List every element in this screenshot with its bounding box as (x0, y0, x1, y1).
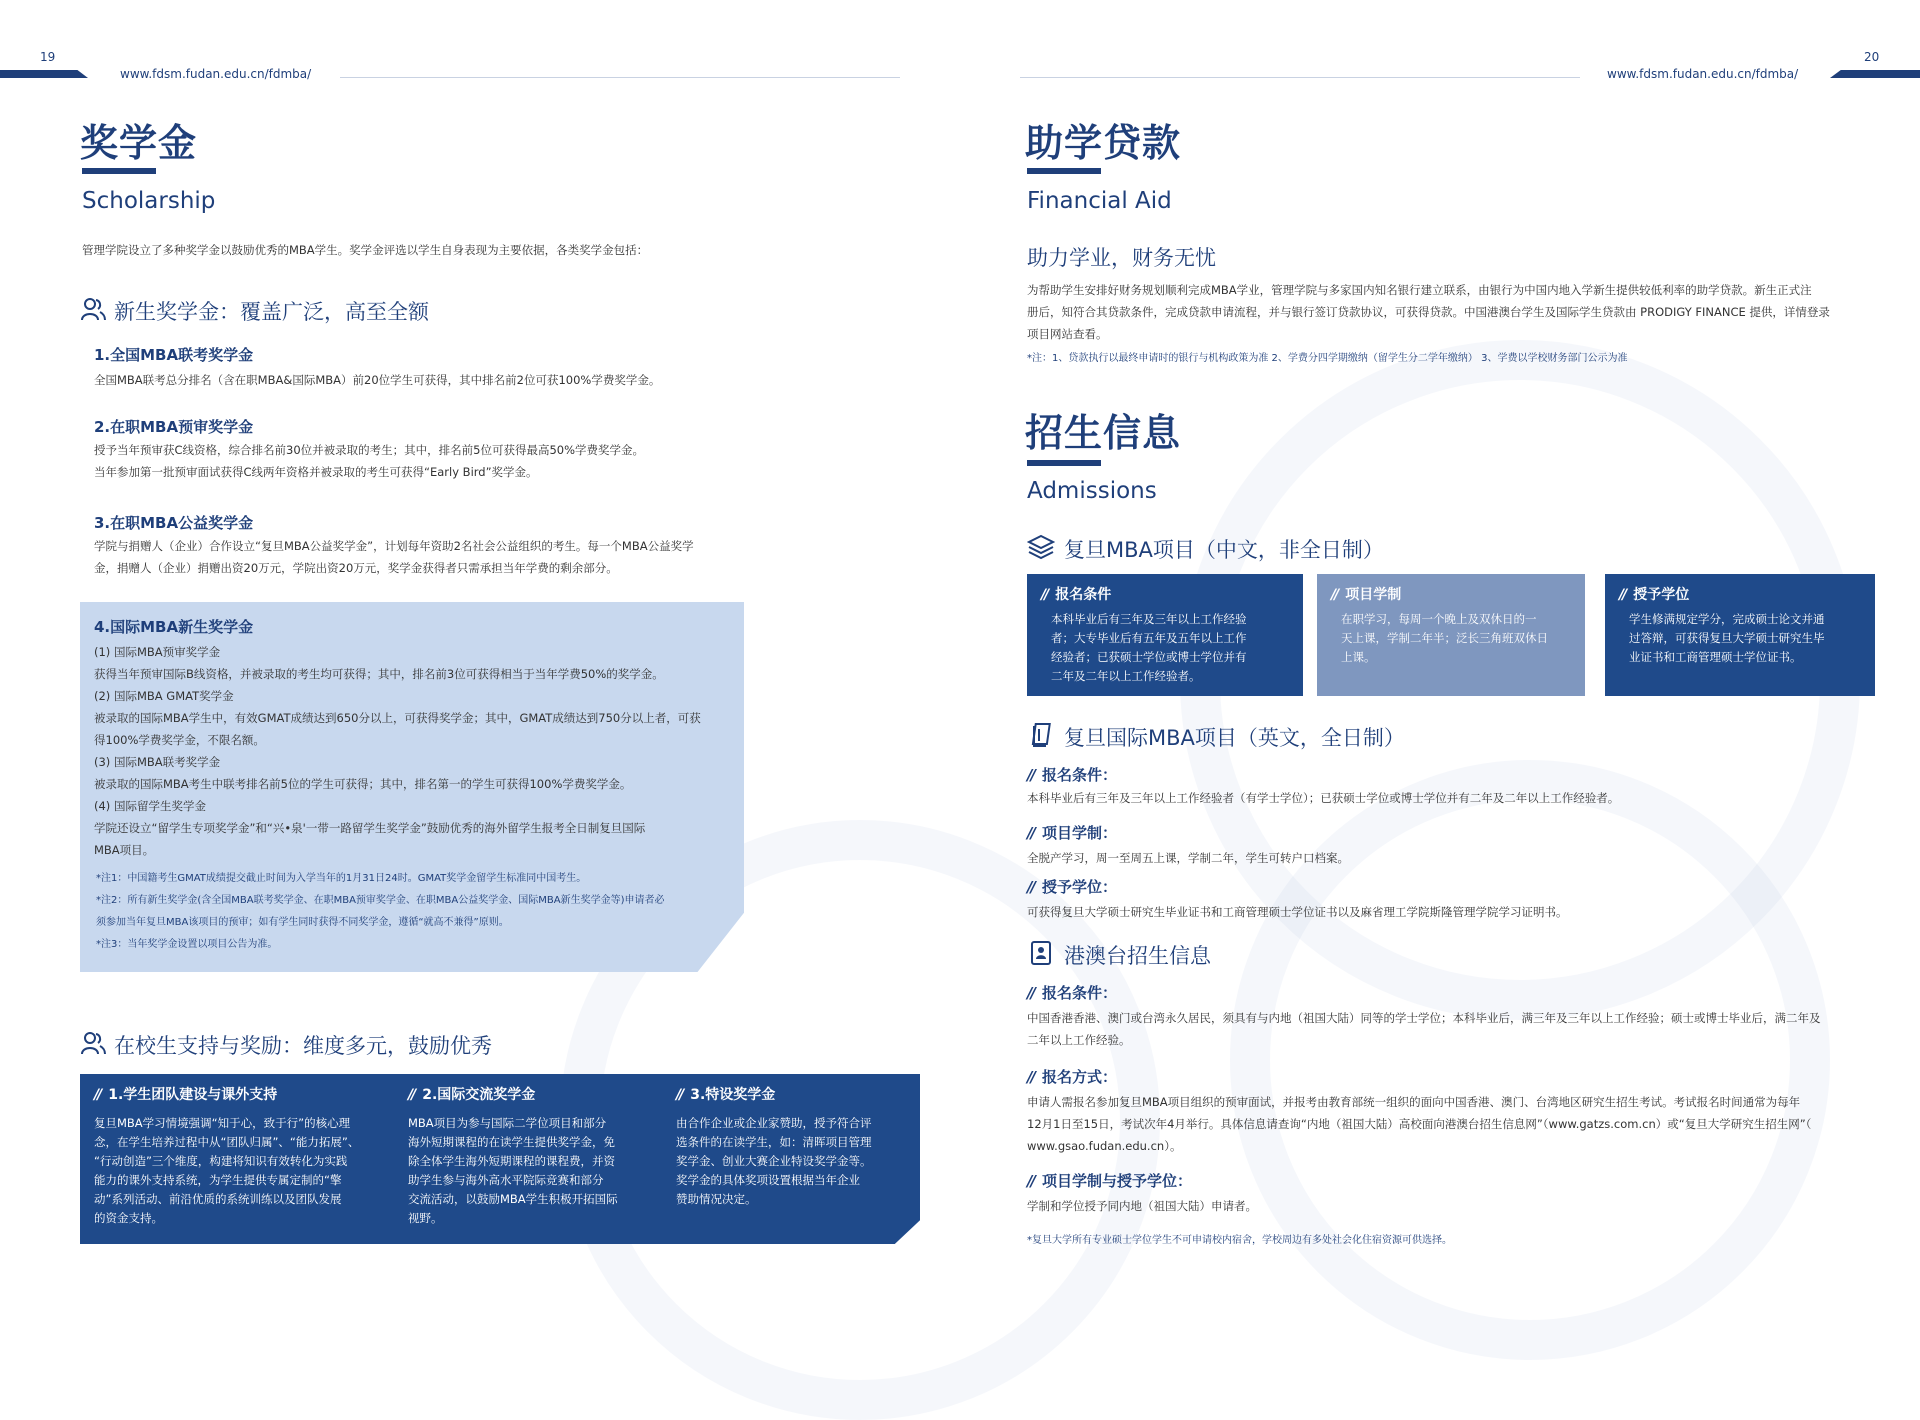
intl-line: 获得当年预审国际B线资格，并被录取的考生均可获得；其中，排名前3位可获得相当于当年学费50%的奖学金。 (94, 667, 664, 681)
slash-icon: // (1027, 1068, 1034, 1086)
scholarship-item-text: 学院与捐赠人（企业）合作设立“复旦MBA公益奖学金”，计划每年资助2名社会公益组织的考生。每一个MBA公益奖学 (94, 539, 694, 553)
column-line: 复旦MBA学习情境强调“知于心，致于行”的核心理 (94, 1116, 351, 1130)
scholarship-item-text: 金，捐赠人（企业）捐赠出资20万元，学院出资20万元，奖学金获得者只需承担当年学费的剩余部分。 (94, 561, 618, 575)
layers-icon (1027, 534, 1055, 560)
scholarship-title-en: Scholarship (82, 188, 216, 214)
new-student-heading: 新生奖学金：覆盖广泛，高至全额 (114, 300, 429, 324)
card-line: 学生修满规定学分，完成硕士论文并通 (1629, 612, 1825, 626)
slash-icon: // (408, 1087, 415, 1103)
admissions-title: 招生信息 (1025, 411, 1182, 455)
intl-line: (2) 国际MBA GMAT奖学金 (94, 689, 234, 703)
intl-line: 被录取的国际MBA考生中联考排名前5位的学生可获得；其中，排名第一的学生可获得100%学费奖学金。 (94, 777, 632, 791)
column-line: 的资金支持。 (94, 1211, 163, 1225)
in-school-heading: 在校生支持与奖励：维度多元，鼓励优秀 (114, 1034, 492, 1058)
title-underline (82, 168, 156, 174)
intl-item-label (1027, 764, 1117, 785)
slash-icon: // (1027, 824, 1034, 842)
financial-aid-subtitle: 助力学业，财务无忧 (1027, 246, 1216, 270)
right-header-url: www.fdsm.fudan.edu.cn/fdmba/ (1607, 67, 1799, 81)
scholarship-item-title: 1.全国MBA联考奖学金 (94, 346, 254, 364)
hmt-item-label (1027, 1066, 1117, 1087)
mba-cn-card (1317, 574, 1585, 696)
financial-aid-title-en: Financial Aid (1027, 188, 1172, 214)
left-header-url: www.fdsm.fudan.edu.cn/fdmba/ (120, 67, 312, 81)
intl-line: 学院还设立“留学生专项奖学金”和“兴•泉'一带一路留学生奖学金”鼓励优秀的海外留学生报考全日制复旦国际 (94, 821, 646, 835)
hmt-item-line: 12月1日至15日，考试次年4月举行。具体信息请查询“内地（祖国大陆）高校面向港澳台招生信息网”（www.gatzs.com.cn）或“复旦大学研究生招生网”（ (1027, 1117, 1812, 1131)
slash-icon: // (1331, 587, 1338, 603)
id-card-icon (1030, 940, 1052, 966)
card-title: 授予学位 (1633, 587, 1690, 603)
column-line: 交流活动，以鼓励MBA学生积极开拓国际 (408, 1192, 618, 1206)
intl-line: (3) 国际MBA联考奖学金 (94, 755, 221, 769)
label-text: 报名条件： (1041, 766, 1117, 784)
column-line: 念，在学生培养过程中从“团队归属”、“能力拓展”、 (94, 1135, 360, 1149)
slash-icon: // (1027, 984, 1034, 1002)
column-line: 海外短期课程的在读学生提供奖学金，免 (408, 1135, 615, 1149)
left-page-number: 19 (40, 50, 56, 64)
financial-aid-line: 册后，知符合其贷款条件，完成贷款申请流程，并与银行签订贷款协议，可获得贷款。中国港澳台学生及国际学生贷款由 PRODIGY FINANCE 提供，详情登录 (1027, 305, 1830, 319)
label-text: 项目学制： (1041, 824, 1117, 842)
mba-cn-heading: 复旦MBA项目（中文，非全日制） (1064, 538, 1384, 562)
financial-aid-line: 为帮助学生安排好财务规划顺利完成MBA学业，管理学院与多家国内知名银行建立联系，由银行为中国内地入学新生提供较低利率的助学贷款。新生正式注 (1027, 283, 1812, 297)
left-header-rule (340, 77, 900, 78)
in-school-column (408, 1084, 668, 1228)
card-line: 二年及二年以上工作经验者。 (1051, 669, 1201, 683)
card-title: 项目学制 (1345, 587, 1402, 603)
slash-icon: // (1027, 766, 1034, 784)
hmt-footnote: *复旦大学所有专业硕士学位学生不可申请校内宿舍，学校周边有多处社会化住宿资源可供选择。 (1027, 1235, 1452, 1246)
financial-aid-title: 助学贷款 (1025, 121, 1182, 165)
intl-note: *注2：所有新生奖学金(含全国MBA联考奖学金、在职MBA预审奖学金、在职MBA公益奖学金、国际MBA新生奖学金等)申请者必 (96, 895, 665, 906)
mba-intl-heading: 复旦国际MBA项目（英文，全日制） (1064, 726, 1405, 750)
intl-line: (4) 国际留学生奖学金 (94, 799, 206, 813)
column-line: MBA项目为参与国际二学位项目和部分 (408, 1116, 607, 1130)
intl-note: 须参加当年复旦MBA该项目的预审；如有学生同时获得不同奖学金，遵循“就高不兼得”原则。 (96, 917, 509, 928)
left-header-tab (0, 70, 88, 78)
mba-cn-card (1027, 574, 1303, 696)
hmt-item-label (1027, 982, 1117, 1003)
column-title: 3.特设奖学金 (690, 1087, 776, 1103)
scholarship-item-title: 2.在职MBA预审奖学金 (94, 418, 254, 436)
intl-scholarship-title: 4.国际MBA新生奖学金 (94, 618, 254, 636)
scholarship-title: 奖学金 (80, 121, 198, 165)
slash-icon: // (1027, 1172, 1034, 1190)
intl-line: 被录取的国际MBA学生中，有效GMAT成绩达到650分以上，可获得奖学金；其中，GMAT成绩达到750分以上者，可获 (94, 711, 701, 725)
mba-cn-card (1605, 574, 1875, 696)
scholarship-item-text: 授予当年预审获C线资格，综合排名前30位并被录取的考生；其中，排名前5位可获得最高50%学费奖学金。 (94, 443, 645, 457)
card-line: 过答辩，可获得复旦大学硕士研究生毕 (1629, 631, 1825, 645)
scholarship-item-title: 3.在职MBA公益奖学金 (94, 514, 254, 532)
hmt-heading: 港澳台招生信息 (1064, 944, 1211, 968)
title-underline (1027, 168, 1101, 174)
card-line: 上课。 (1341, 650, 1376, 664)
hmt-item-line: 二年以上工作经验。 (1027, 1033, 1131, 1047)
card-title: 报名条件 (1055, 587, 1112, 603)
column-line: 助学生参与海外高水平院际竞赛和部分 (408, 1173, 604, 1187)
card-line: 天上课，学制二年半；泛长三角班双休日 (1341, 631, 1548, 645)
hmt-item-line: 申请人需报名参加复旦MBA项目组织的预审面试，并报考由教育部统一组织的面向中国香港、澳门、台湾地区研究生招生考试。考试报名时间通常为每年 (1027, 1095, 1801, 1109)
financial-aid-note: *注：1、贷款执行以最终申请时的银行与机构政策为准 2、学费分四学期缴纳（留学生分二学年缴纳） 3、学费以学校财务部门公示为准 (1027, 353, 1628, 364)
column-line: 动”系列活动、前沿优质的系统训练以及团队发展 (94, 1192, 342, 1206)
card-line: 者；大专毕业后有五年及五年以上工作 (1051, 631, 1247, 645)
intl-note: *注1：中国籍考生GMAT成绩提交截止时间为入学当年的1月31日24时。GMAT奖学金留学生标准同中国考生。 (96, 873, 587, 884)
financial-aid-line: 项目网站查看。 (1027, 327, 1108, 341)
hmt-item-label (1027, 1170, 1192, 1191)
column-line: 选条件的在读学生，如：清晖项目管理 (676, 1135, 872, 1149)
column-line: 奖学金、创业大赛企业特设奖学金等。 (676, 1154, 872, 1168)
intl-item-text: 本科毕业后有三年及三年以上工作经验者（有学士学位）；已获硕士学位或博士学位并有二年及二年以上工作经验者。 (1027, 791, 1620, 805)
slash-icon: // (1619, 587, 1626, 603)
card-line: 经验者；已获硕士学位或博士学位并有 (1051, 650, 1247, 664)
intl-line: MBA项目。 (94, 843, 155, 857)
hmt-item-line: 学制和学位授予同内地（祖国大陆）申请者。 (1027, 1199, 1257, 1213)
intl-note: *注3：当年奖学金设置以项目公告为准。 (96, 939, 278, 950)
column-line: 除全体学生海外短期课程的课程费，并资 (408, 1154, 615, 1168)
card-line: 本科毕业后有三年及三年以上工作经验 (1051, 612, 1247, 626)
intl-item-label (1027, 822, 1117, 843)
slash-icon: // (1041, 587, 1048, 603)
in-school-column (676, 1084, 916, 1209)
intl-line: 得100%学费奖学金，不限名额。 (94, 733, 265, 747)
people-icon (80, 296, 106, 322)
hmt-item-line: www.gsao.fudan.edu.cn）。 (1027, 1139, 1182, 1153)
intl-line: (1) 国际MBA预审奖学金 (94, 645, 221, 659)
slash-icon: // (1027, 878, 1034, 896)
admissions-title-en: Admissions (1027, 478, 1157, 504)
column-line: 能力的课外支持系统，为学生提供专属定制的“擎 (94, 1173, 342, 1187)
intl-item-label (1027, 876, 1117, 897)
column-title: 2.国际交流奖学金 (422, 1087, 536, 1103)
right-header-rule (1020, 77, 1580, 78)
scholarship-intro: 管理学院设立了多种奖学金以鼓励优秀的MBA学生。奖学金评选以学生自身表现为主要依据，各类奖学金包括： (82, 243, 649, 257)
column-line: 由合作企业或企业家赞助，授予符合评 (676, 1116, 872, 1130)
column-line: 视野。 (408, 1211, 443, 1225)
column-line: “行动创造”三个维度，构建将知识有效转化为实践 (94, 1154, 348, 1168)
people-icon (80, 1030, 106, 1056)
card-line: 在职学习，每周一个晚上及双休日的一 (1341, 612, 1537, 626)
label-text: 报名方式： (1041, 1068, 1117, 1086)
intl-item-text: 全脱产学习，周一至周五上课，学制二年，学生可转户口档案。 (1027, 851, 1349, 865)
scholarship-item-text: 全国MBA联考总分排名（含在职MBA&国际MBA）前20位学生可获得，其中排名前2位可获100%学费奖学金。 (94, 373, 661, 387)
right-header-tab (1830, 70, 1920, 78)
title-underline (1027, 460, 1101, 466)
label-text: 授予学位： (1041, 878, 1117, 896)
slash-icon: // (94, 1087, 101, 1103)
column-line: 奖学金的具体奖项设置根据当年企业 (676, 1173, 860, 1187)
card-line: 业证书和工商管理硕士学位证书。 (1629, 650, 1802, 664)
label-text: 项目学制与授予学位： (1041, 1172, 1192, 1190)
column-line: 赞助情况决定。 (676, 1192, 757, 1206)
intl-item-text: 可获得复旦大学硕士研究生毕业证书和工商管理硕士学位证书以及麻省理工学院斯隆管理学院学习证明书。 (1027, 905, 1568, 919)
hmt-item-line: 中国香港香港、澳门或台湾永久居民，须具有与内地（祖国大陆）同等的学士学位；本科毕业后，满三年及三年以上工作经验；硕士或博士毕业后，满二年及 (1027, 1011, 1821, 1025)
scholarship-item-text: 当年参加第一批预审面试获得C线两年资格并被录取的考生可获得“Early Bird”奖学金。 (94, 465, 538, 479)
label-text: 报名条件： (1041, 984, 1117, 1002)
book-icon (1030, 722, 1054, 748)
in-school-column (94, 1084, 394, 1228)
slash-icon: // (676, 1087, 683, 1103)
right-page-number: 20 (1864, 50, 1880, 64)
column-title: 1.学生团队建设与课外支持 (108, 1087, 278, 1103)
